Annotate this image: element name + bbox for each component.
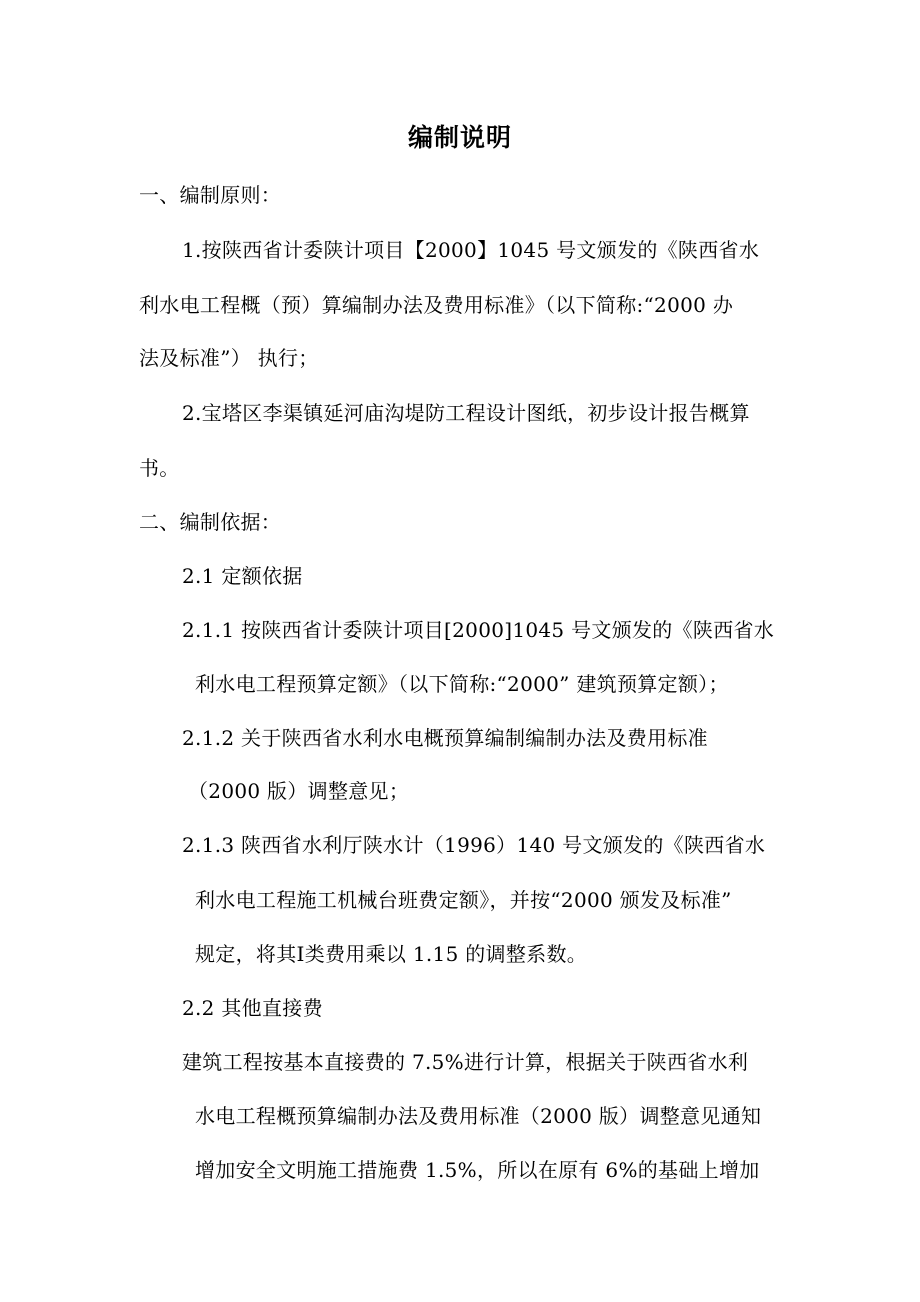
paragraph-line: 利水电工程概（预）算编制办法及费用标准》（以下简称:“2000 办 <box>139 293 734 317</box>
subsection-heading: 2.1 定额依据 <box>182 564 303 588</box>
paragraph-line: 2.1.3 陕西省水利厅陕水计（1996）140 号文颁发的《陕西省水 <box>182 833 766 857</box>
paragraph-line: 2.1.1 按陕西省计委陕计项目[2000]1045 号文颁发的《陕西省水 <box>182 618 775 642</box>
paragraph-line: 1.按陕西省计委陕计项目【2000】1045 号文颁发的《陕西省水 <box>182 238 760 262</box>
paragraph-line: 书。 <box>139 456 180 480</box>
section-heading-principles: 一、编制原则： <box>139 183 282 207</box>
paragraph-line: 法及标准”） 执行； <box>139 346 319 370</box>
paragraph-line: 利水电工程施工机械台班费定额》，并按“2000 颁发及标准” <box>195 888 732 912</box>
paragraph-line: 2.1.2 关于陕西省水利水电概预算编制编制办法及费用标准 <box>182 726 708 750</box>
paragraph-line: 水电工程概预算编制办法及费用标准（2000 版）调整意见通知 <box>195 1104 762 1128</box>
paragraph-line: 2.宝塔区李渠镇延河庙沟堤防工程设计图纸，初步设计报告概算 <box>182 401 750 425</box>
section-heading-basis: 二、编制依据： <box>139 510 282 534</box>
paragraph-line: 建筑工程按基本直接费的 7.5%进行计算，根据关于陕西省水利 <box>182 1050 749 1074</box>
paragraph-line: （2000 版）调整意见； <box>188 779 410 803</box>
subsection-heading: 2.2 其他直接费 <box>182 996 323 1020</box>
paragraph-line: 规定，将其Ⅰ类费用乘以 1.15 的调整系数。 <box>195 942 588 966</box>
paragraph-line: 增加安全文明施工措施费 1.5%，所以在原有 6%的基础上增加 <box>195 1158 760 1182</box>
page-title: 编制说明 <box>407 123 512 152</box>
paragraph-line: 利水电工程预算定额》（以下简称:“2000” 建筑预算定额）； <box>195 672 729 696</box>
